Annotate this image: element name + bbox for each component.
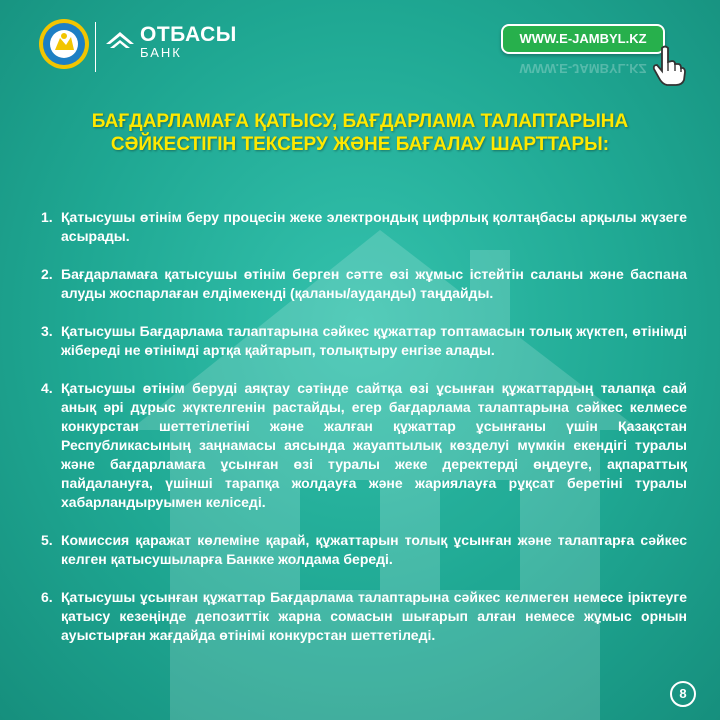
bank-name: ОТБАСЫ <box>140 23 237 46</box>
bank-subtitle: БАНК <box>140 45 182 60</box>
list-item-text: Қатысушы өтінім беруді аяқтау сәтінде сайтқа өзі ұсынған құжаттардың талапқа сай анық әрі дұрыс жүктелгенін растайды, егер бағдарлама талаптарына сәйкес келмесе конкурстан шеттетілетіні және жалған құжаттар ұсынғаны үшін Қазақстан Республикасының заңнамасы аясында жауаптылық көзделуі мүмкін екендігі туралы және бағдарламаға ұсынған өзі туралы жеке деректерді өңдеуге, ақпараттық пайдалануға, үшінші тарапқа жолдауға және жариялауға рұқсат беретіні туралы хабарландыруымен келіседі. <box>61 380 687 510</box>
list-item <box>36 208 687 246</box>
page-number: 8 <box>670 681 696 707</box>
list-item <box>36 265 687 303</box>
list-item-number: 2. <box>41 266 53 282</box>
list-item-number: 4. <box>41 380 53 396</box>
list-item <box>36 379 687 512</box>
title-line-1: БАҒДАРЛАМАҒА ҚАТЫСУ, БАҒДАРЛАМА ТАЛАПТАРЫНА <box>91 111 629 132</box>
list-item <box>36 531 687 569</box>
website-link[interactable]: WWW.E-JAMBYL.KZ <box>501 24 665 54</box>
list-item-text: Қатысушы Бағдарлама талаптарына сәйкес құжаттар топтамасын толық жүктеп, өтінімді жібереді не өтінімді артқа қайтарып, толықтыру енгізе алады. <box>61 323 687 358</box>
list-item-text: Қатысушы ұсынған құжаттар Бағдарлама талаптарына сәйкес келмеген немесе іріктеуге қатысу кезеңінде депозиттік жарна сомасын шығарып алған немесе жұмыс орнын ауыстырған жағдайда өтінімі конкурстан шеттетіледі. <box>61 589 687 643</box>
list-item <box>36 322 687 360</box>
list-item-number: 5. <box>41 532 53 548</box>
list-item-text: Комиссия қаражат көлеміне қарай, құжаттарын толық ұсынған және талаптарға сәйкес келген қатысушыларға Банкке жолдама береді. <box>61 532 687 567</box>
title-line-2: СӘЙКЕСТІГІН ТЕКСЕРУ ЖӘНЕ БАҒАЛАУ ШАРТТАРЫ: <box>110 134 610 155</box>
website-reflection: WWW.E-JAMBYL.KZ <box>519 61 647 76</box>
page-title <box>40 110 680 156</box>
list-item-number: 6. <box>41 589 53 605</box>
hand-pointer-icon <box>650 44 686 86</box>
list-item-number: 3. <box>41 323 53 339</box>
otbasy-house-logo-icon <box>104 30 136 58</box>
list-item-text: Бағдарламаға қатысушы өтінім берген сәтте өзі жұмыс істейтін саланы және баспана алуды жоспарлаған елдімекенді (қаланы/ауданды) таңдайды. <box>61 266 687 301</box>
header-divider <box>95 22 96 72</box>
list-item-text: Қатысушы өтінім беру процесін жеке электрондық цифрлық қолтаңбасы арқылы жүзеге асырады. <box>61 209 687 244</box>
conditions-list <box>36 208 687 664</box>
jambyl-region-emblem-icon <box>38 18 90 70</box>
list-item <box>36 588 687 645</box>
list-item-number: 1. <box>41 209 53 225</box>
